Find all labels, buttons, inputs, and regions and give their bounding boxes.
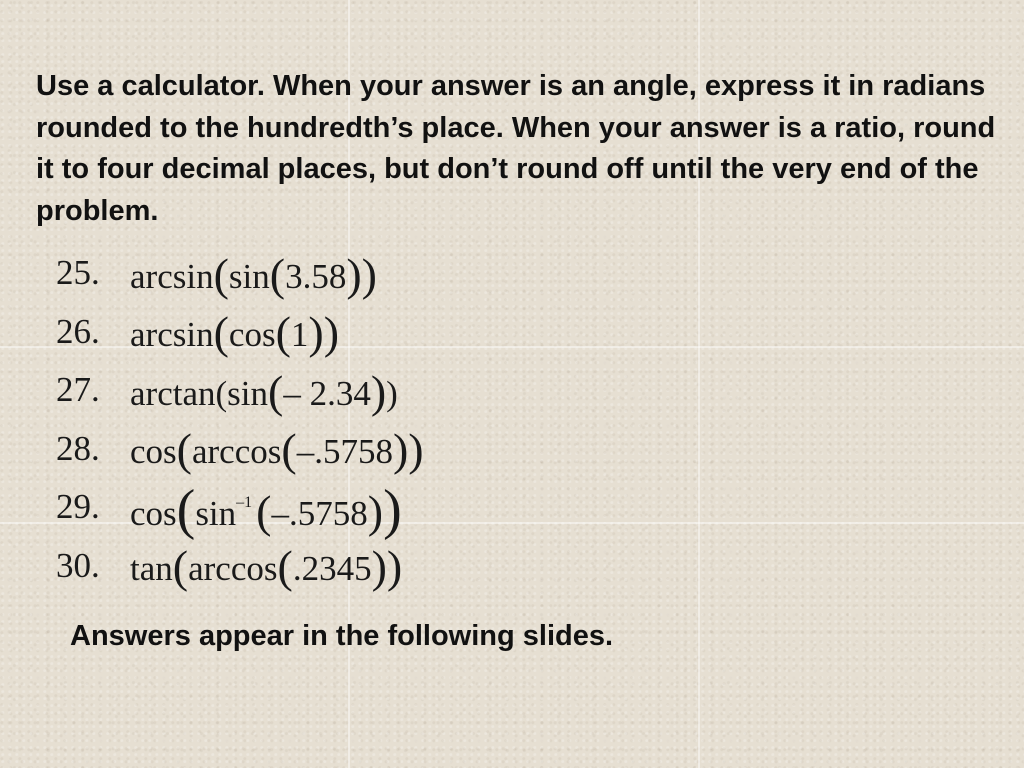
problem-28 bbox=[56, 420, 424, 479]
problem-expression: arcsin(sin(3.58)) bbox=[130, 248, 377, 300]
problem-26 bbox=[56, 303, 424, 362]
answers-note: Answers appear in the following slides. bbox=[70, 620, 614, 652]
problem-expression: arcsin(cos(1)) bbox=[130, 307, 340, 359]
instructions-text: Use a calculator. When your answer is an angle, express it in radians rounded to the hundredth’s place. When your answer is a ratio, round it to four decimal places, but don’t round off until the very end of the problem. bbox=[36, 70, 996, 227]
problem-29 bbox=[56, 478, 424, 542]
problem-30 bbox=[56, 537, 424, 596]
problem-27 bbox=[56, 361, 424, 420]
problem-number: 29. bbox=[56, 487, 100, 527]
problem-25 bbox=[56, 244, 424, 303]
problem-number: 27. bbox=[56, 370, 100, 410]
problem-number: 28. bbox=[56, 428, 100, 468]
problem-expression: cos(arccos(–.5758)) bbox=[130, 424, 424, 476]
problem-expression: tan(arccos(.2345)) bbox=[130, 541, 403, 593]
problem-expression: arctan(sin(– 2.34)) bbox=[130, 365, 398, 417]
problem-expression: $\cos(\sin^{-1}(-.5758))$ bbox=[130, 479, 402, 542]
problem-list bbox=[56, 244, 424, 595]
problem-number: 26. bbox=[56, 311, 100, 351]
problem-number: 30. bbox=[56, 545, 100, 585]
problem-number: 25. bbox=[56, 253, 100, 293]
